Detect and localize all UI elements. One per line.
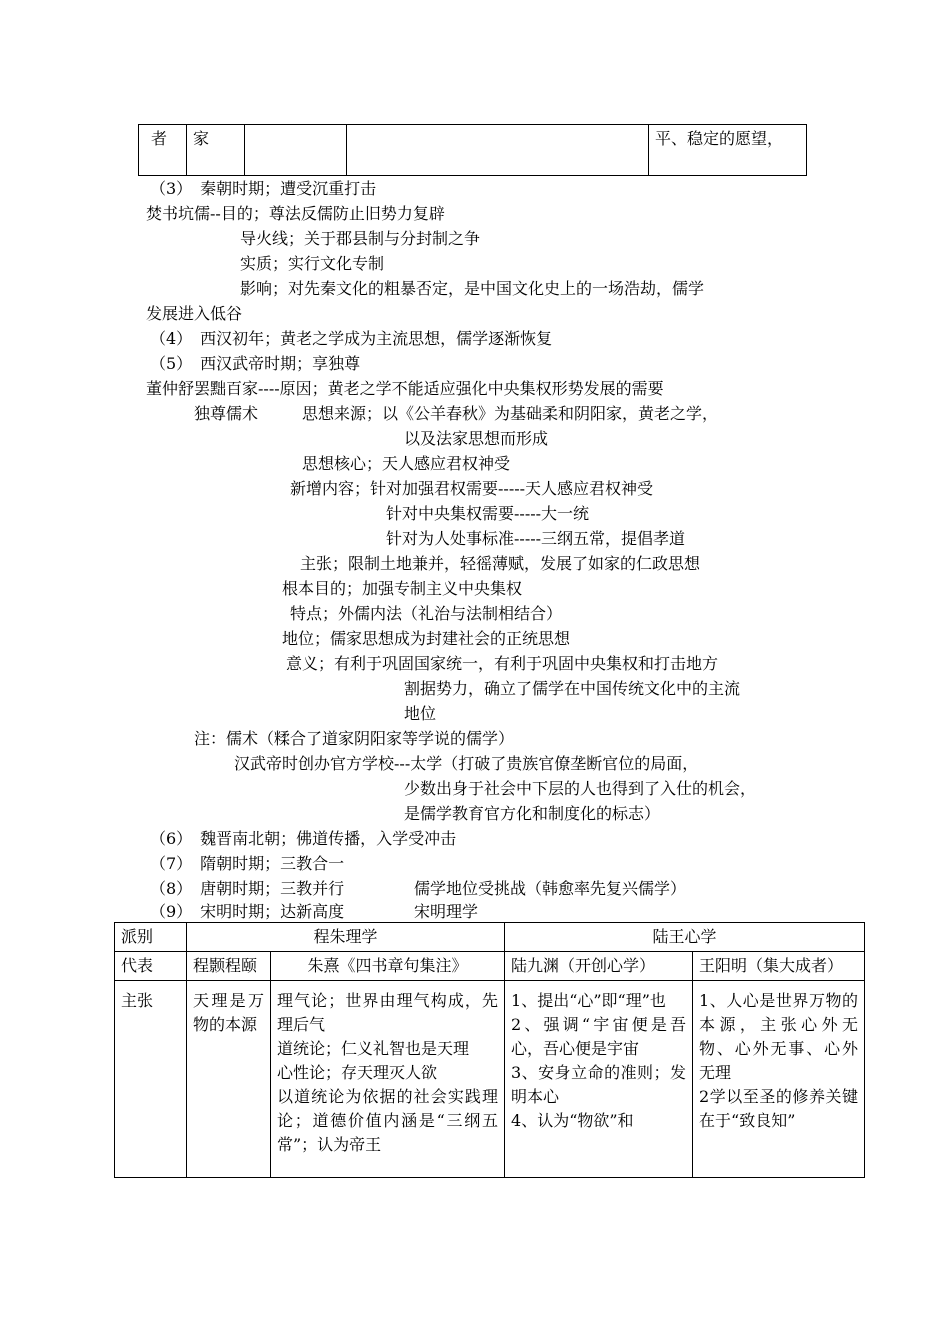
table-cell: 1、提出“心”即“理”也 2、强调“宇宙便是吾心，吾心便是宇宙 3、安身立命的准则；发明本心 4、认为“物欲”和 [505,981,693,1178]
outline-line: 宋明理学 [414,902,479,921]
table-cell [347,125,649,176]
outline-line: （9） 宋明时期；达新高度 [150,902,345,921]
top-table-fragment [138,124,807,176]
outline-line: 地位 [404,704,437,723]
outline-line: 思想来源；以《公羊春秋》为基础柔和阴阳家，黄老之学， [302,404,719,423]
outline-line: 地位；儒家思想成为封建社会的正统思想 [282,629,571,648]
table-header-cell: 程朱理学 [187,923,505,952]
table-row [115,981,865,1178]
outline-line: 思想核心；天人感应君权神受 [302,454,511,473]
outline-line: （3） 秦朝时期；遭受沉重打击 [150,179,377,198]
table-row [139,125,807,176]
table-cell: 平、稳定的愿望， [649,125,807,176]
table-cell: 天理是万物的本源 [187,981,271,1178]
outline-line: 汉武帝时创办官方学校---太学（打破了贵族官僚垄断官位的局面， [234,754,699,773]
outline-line: （8） 唐朝时期；三教并行 [150,879,345,898]
table-row [115,952,865,981]
outline-line: 导火线；关于郡县制与分封制之争 [240,229,481,248]
outline-line: 独尊儒术 [194,404,259,423]
outline-line: 注：儒术（糅合了道家阴阳家等学说的儒学） [194,729,515,748]
outline-line: 新增内容；针对加强君权需要-----天人感应君权神受 [290,479,654,498]
outline-line: 董仲舒罢黜百家----原因；黄老之学不能适应强化中央集权形势发展的需要 [146,379,664,398]
outline-line: （6） 魏晋南北朝；佛道传播，入学受冲击 [150,829,457,848]
table-header-cell: 代表 [115,952,187,981]
outline-line: 以及法家思想而形成 [404,429,549,448]
outline-line: 特点；外儒内法（礼治与法制相结合） [290,604,563,623]
outline-line: 发展进入低谷 [146,304,243,323]
table-header-cell: 陆王心学 [505,923,865,952]
outline-line: 少数出身于社会中下层的人也得到了入仕的机会， [404,779,757,798]
table-row [115,923,865,952]
table-cell: 者 [139,125,187,176]
outline-line: 意义；有利于巩固国家统一，有利于巩固中央集权和打击地方 [286,654,719,673]
outline-line: 是儒学教育官方化和制度化的标志） [404,804,661,823]
outline-line: 针对中央集权需要-----大一统 [386,504,590,523]
table-cell: 1、人心是世界万物的本源，主张心外无物、心外无事、心外无理 2学以至圣的修养关键在于“致良知” [693,981,865,1178]
outline-line: （4） 西汉初年；黄老之学成为主流思想，儒学逐渐恢复 [150,329,553,348]
table-cell: 程颢程颐 [187,952,271,981]
table-header-cell: 派别 [115,923,187,952]
outline-line: 根本目的；加强专制主义中央集权 [282,579,523,598]
outline-line: 影响；对先秦文化的粗暴否定，是中国文化史上的一场浩劫，儒学 [240,279,705,298]
table-cell: 陆九渊（开创心学） [505,952,693,981]
outline-line: 割据势力，确立了儒学在中国传统文化中的主流 [404,679,741,698]
outline-line: 主张；限制土地兼并，轻徭薄赋，发展了如家的仁政思想 [300,554,701,573]
table-cell: 王阳明（集大成者） [693,952,865,981]
table-cell [245,125,347,176]
outline-line: 儒学地位受挑战（韩愈率先复兴儒学） [414,879,687,898]
outline-line: （5） 西汉武帝时期；享独尊 [150,354,361,373]
outline-line: 焚书坑儒--目的；尊法反儒防止旧势力复辟 [146,204,445,223]
table-cell: 家 [187,125,245,176]
neo-confucian-schools-table [114,922,865,1178]
outline-line: 针对为人处事标准-----三纲五常，提倡孝道 [386,529,686,548]
table-header-cell: 主张 [115,981,187,1178]
table-cell: 理气论；世界由理气构成，先理后气 道统论；仁义礼智也是天理 心性论；存天理灭人欲 以道统论为依据的社会实践理论；道德价值内涵是“三纲五常”；认为帝王 [271,981,505,1178]
outline-line: （7） 隋朝时期；三教合一 [150,854,345,873]
outline-line: 实质；实行文化专制 [240,254,385,273]
table-cell: 朱熹《四书章句集注》 [271,952,505,981]
